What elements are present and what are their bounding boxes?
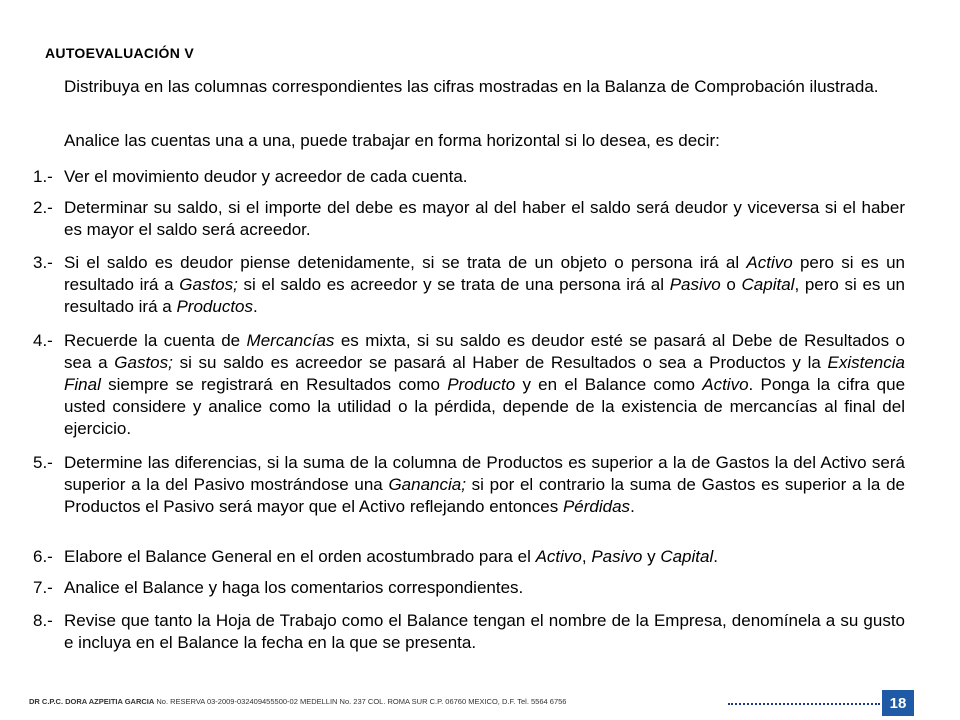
- intro-paragraph-2: Analice las cuentas una a una, puede trabajar en forma horizontal si lo desea, es decir:: [64, 131, 720, 150]
- list-item-text: Analice el Balance y haga los comentarios correspondientes.: [64, 578, 524, 597]
- list-item-text: Ver el movimiento deudor y acreedor de cada cuenta.: [64, 167, 468, 186]
- list-item-number: 5.-: [33, 453, 53, 472]
- list-item-text: Recuerde la cuenta de Mercancías es mixta, si su saldo es deudor esté se pasará al Debe de Resultados o sea a Gastos; si su saldo es acreedor se pasará al Haber de Resultados o sea a Productos y la Existencia Final siempre se registrará en Resultados como Producto y en el Balance como Activo. Ponga la cifra que usted considere y analice como la utilidad o la pérdida, depende de la existencia de mercancías al final del ejercicio.: [64, 331, 906, 438]
- list-item-text: Determinar su saldo, si el importe del debe es mayor al del haber el saldo será deudor y viceversa si el haber es mayor el saldo será acreedor.: [64, 198, 905, 239]
- list-item-text: Si el saldo es deudor piense detenidamente, si se trata de un objeto o persona irá al Activo pero si es un resultado irá a Gastos; si el saldo es acreedor y se trata de una persona irá al Pasivo o Capital, pero si es un resultado irá a Productos.: [64, 253, 906, 316]
- footer-dotted-line: [728, 703, 880, 705]
- page-title: AUTOEVALUACIÓN V: [45, 45, 194, 61]
- list-item-number: 1.-: [33, 167, 53, 186]
- list-item-text: Elabore el Balance General en el orden acostumbrado para el Activo, Pasivo y Capital.: [64, 547, 718, 566]
- footer-author: DR C.P.C. DORA AZPEITIA GARCIA: [29, 697, 155, 706]
- list-item-text: Determine las diferencias, si la suma de la columna de Productos es superior a la de Gastos la del Activo será superior a la del Pasivo mostrándose una Ganancia; si por el contrario la suma de Gastos es superior a la de Productos el Pasivo será mayor que el Activo reflejando entonces Pérdidas.: [64, 453, 905, 516]
- list-item-number: 8.-: [33, 611, 53, 630]
- list-item-number: 3.-: [33, 253, 53, 272]
- list-item-text: Revise que tanto la Hoja de Trabajo como el Balance tengan el nombre de la Empresa, denomínela a su gusto e incluya en el Balance la fecha en la que se presenta.: [64, 611, 905, 652]
- footer-text: [29, 697, 566, 706]
- footer-info: No. RESERVA 03-2009-032409455500-02 MEDELLIN No. 237 COL. ROMA SUR C.P. 06760 MEXICO, D.F. Tel. 5564 6756: [154, 697, 567, 706]
- list-item-number: 7.-: [33, 578, 53, 597]
- page-number-badge: 18: [882, 690, 914, 716]
- list-item-number: 6.-: [33, 547, 53, 566]
- intro-paragraph-1: Distribuya en las columnas correspondientes las cifras mostradas en la Balanza de Comprobación ilustrada.: [64, 77, 879, 96]
- list-item-number: 4.-: [33, 331, 53, 350]
- list-item-number: 2.-: [33, 198, 53, 217]
